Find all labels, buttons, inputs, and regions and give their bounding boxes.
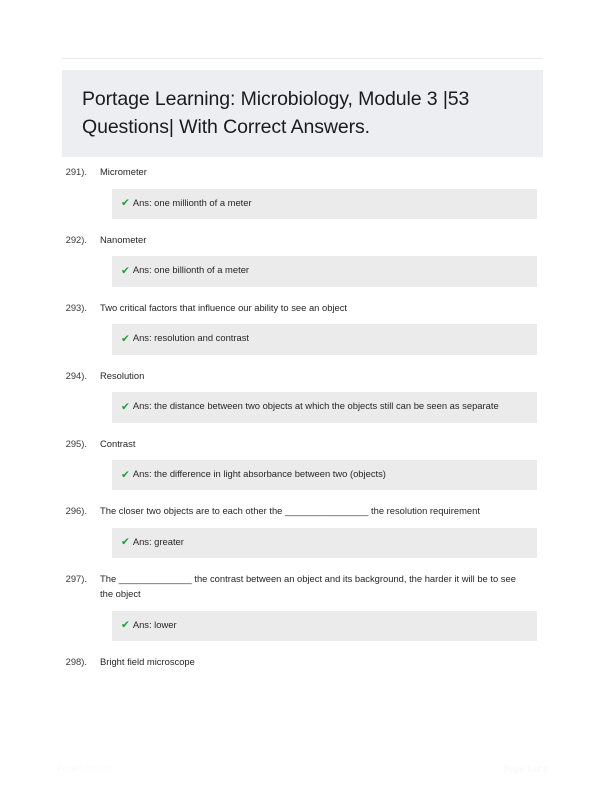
question-number: 294).: [65, 369, 87, 381]
question-row: [0, 164, 606, 180]
qa-item: [0, 436, 606, 491]
page-footer: [0, 752, 606, 800]
question-number: 292).: [65, 233, 87, 245]
qa-item: [0, 300, 606, 355]
question-number: 293).: [65, 301, 87, 313]
question-text: Bright field microscope: [100, 656, 195, 668]
answer-text: Ans: the difference in light absorbance between two (objects): [132, 468, 386, 480]
footer-watermark: PaperStillc.com: [57, 764, 115, 773]
question-row: [0, 654, 606, 670]
question-row: [0, 300, 606, 316]
answer-box: [112, 611, 537, 641]
document-title-banner: [62, 70, 543, 157]
question-text: The ______________ the contrast between an object and its background, the harder it will be to see the object: [100, 573, 516, 600]
answer-text: Ans: greater: [132, 535, 184, 547]
answer-box: [112, 392, 537, 422]
question-number: 291).: [65, 166, 87, 177]
question-number: 296).: [65, 505, 87, 517]
answer-text: Ans: lower: [132, 618, 177, 630]
qa-item: [0, 503, 606, 558]
check-icon: ✔: [121, 332, 130, 345]
qa-item: [0, 571, 606, 641]
qa-item: [0, 164, 606, 219]
question-row: [0, 368, 606, 384]
question-number: 297).: [65, 573, 87, 585]
answer-text: Ans: resolution and contrast: [132, 332, 250, 344]
question-text: The closer two objects are to each other the ________________ the resolution requirement: [100, 505, 480, 517]
top-divider: [62, 58, 543, 59]
page-title: Portage Learning: Microbiology, Module 3 |53 Questions| With Correct Answers.: [82, 88, 470, 138]
question-answer-list: [0, 164, 606, 683]
question-text: Two critical factors that influence our ability to see an object: [100, 301, 347, 313]
question-text: Nanometer: [100, 233, 147, 245]
answer-box: [112, 528, 537, 558]
check-icon: ✔: [121, 468, 130, 481]
qa-item: [0, 368, 606, 423]
answer-text: Ans: one millionth of a meter: [132, 196, 252, 208]
qa-item: [0, 654, 606, 670]
question-text: Micrometer: [100, 166, 147, 177]
question-number: 295).: [65, 437, 87, 449]
check-icon: ✔: [121, 400, 130, 413]
answer-box: [112, 189, 537, 219]
check-icon: ✔: [121, 619, 130, 632]
question-text: Resolution: [100, 369, 145, 381]
footer-page-number: Page 1 of 8: [504, 764, 548, 774]
question-row: [0, 232, 606, 248]
question-row: [0, 571, 606, 601]
answer-box: [112, 460, 537, 490]
question-number: 298).: [65, 656, 87, 668]
answer-text: Ans: one billionth of a meter: [132, 264, 250, 276]
answer-box: [112, 324, 537, 354]
question-row: [0, 436, 606, 452]
qa-item: [0, 232, 606, 287]
check-icon: ✔: [121, 536, 130, 549]
answer-box: [112, 256, 537, 286]
question-text: Contrast: [100, 437, 136, 449]
answer-text: Ans: the distance between two objects at which the objects still can be seen as separate: [132, 400, 499, 412]
check-icon: ✔: [121, 264, 130, 277]
question-row: [0, 503, 606, 519]
check-icon: ✔: [121, 197, 130, 210]
